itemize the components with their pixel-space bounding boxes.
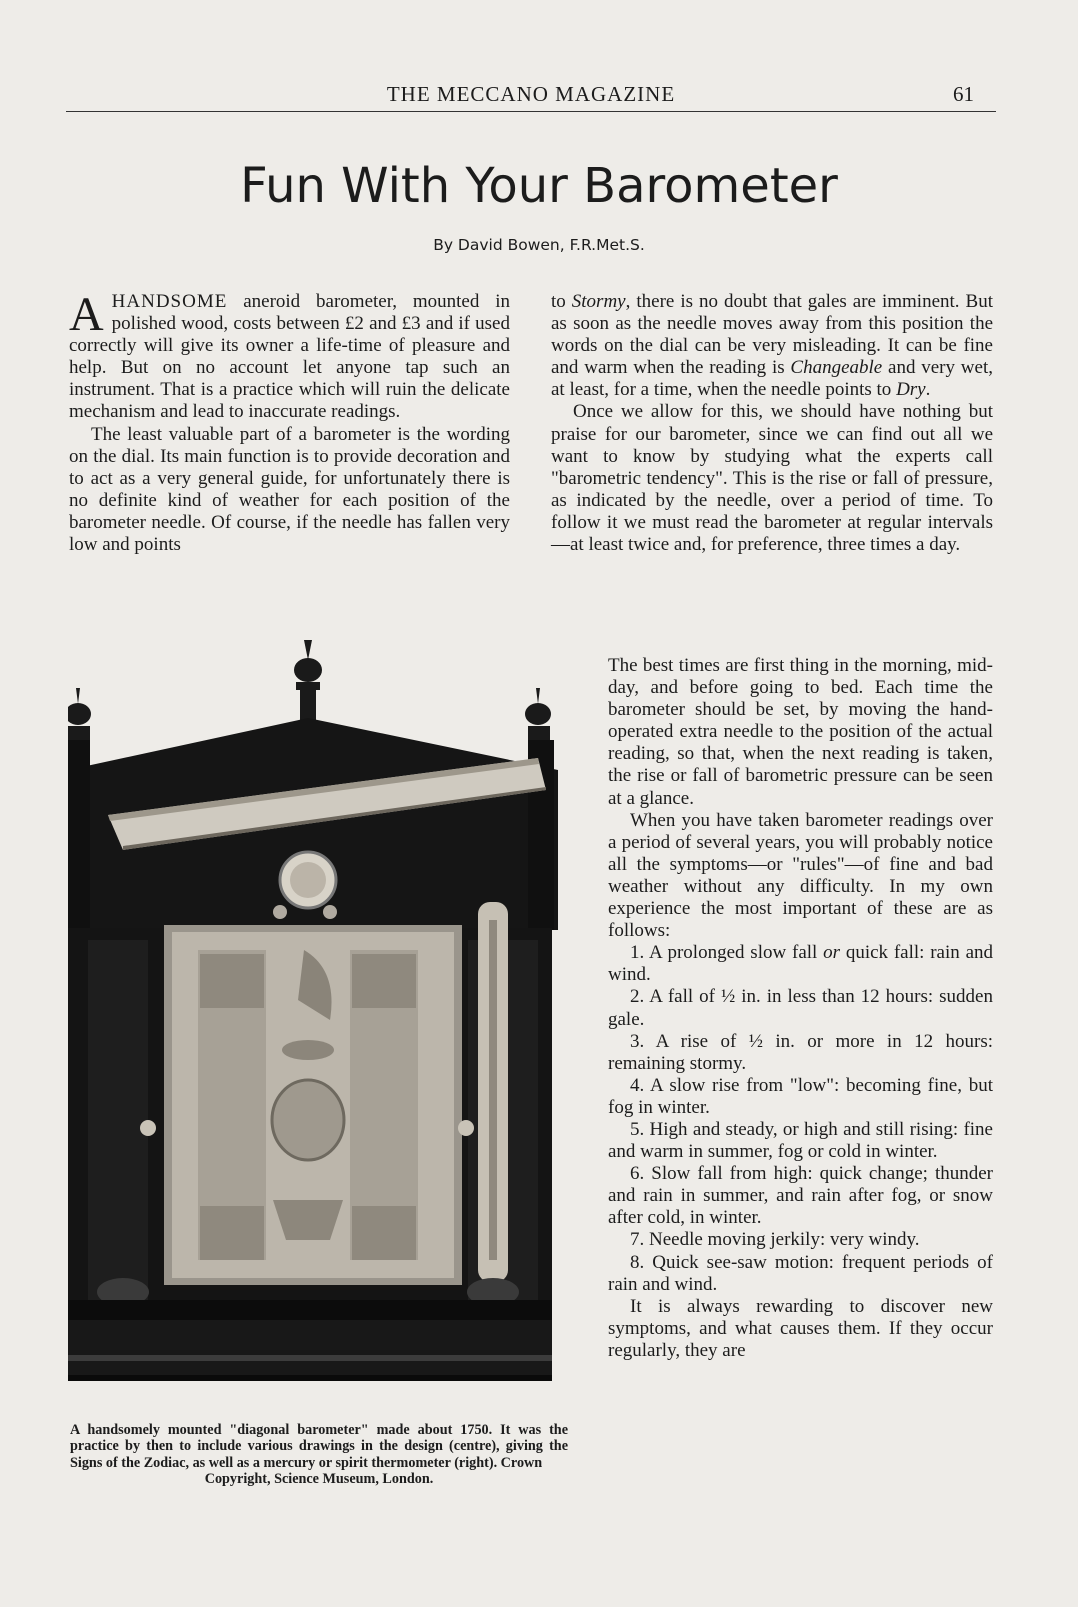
rule-item: 4. A slow rise from "low": becoming fine, but fog in winter. (608, 1074, 993, 1118)
article-title: Fun With Your Barometer (240, 158, 838, 214)
text-run: . (925, 379, 931, 401)
rule-item: 5. High and steady, or high and still rising: fine and warm in summer, fog or cold in winter. (608, 1118, 993, 1163)
rule-item: 2. A fall of ½ in. in less than 12 hours: sudden gale. (608, 986, 993, 1030)
intro-text: aneroid barometer, mounted in polished wood, costs between £2 and £3 and if used correctly will give its owner a life-time of pleasure and help. But on no account let anyone tap such an instrument. That is a practice which will ruin the delicate mechanism and lead to inaccurate readings. (69, 291, 510, 423)
paragraph: It is always rewarding to discover new symptoms, and what causes them. If they occur regularly, they are (608, 1295, 993, 1361)
paragraph (551, 291, 993, 401)
right-column-top (551, 291, 993, 556)
text-run: and very wet, at least, for a time, when the needle points to (551, 357, 993, 401)
text-run: to (551, 291, 572, 312)
dial-word-dry: Dry (896, 379, 926, 401)
rule-item: 7. Needle moving jerkily: very windy. (630, 1229, 920, 1251)
rule-item (608, 942, 993, 986)
page-number: 61 (953, 82, 974, 106)
drop-cap: A (69, 288, 104, 341)
paragraph: When you have taken barometer readings over a period of several years, you will probably notice all the symptoms—or "rules"—of fine and bad weather without any difficulty. In my own experience the most important of these are as follows: (608, 809, 993, 942)
paragraph: The best times are first thing in the morning, mid-day, and before going to bed. Each time the barometer should be set, by moving the hand-operated extra needle to the position of the actual reading, so that, when the next reading is taken, the rise or fall of barometric pressure can be seen at a glance. (608, 655, 993, 809)
left-column (69, 288, 510, 556)
text-run: , there is no doubt that gales are imminent. But as soon as the needle moves away from this position the words on the dial can be very misleading. It can be fine and warm when the reading is (551, 291, 993, 379)
rule-item: 3. A rise of ½ in. or more in 12 hours: remaining stormy. (608, 1030, 993, 1074)
figure-caption (70, 1422, 568, 1488)
right-column-narrow (608, 655, 993, 1362)
paragraph: The least valuable part of a barometer is the wording on the dial. Its main function is to provide decoration and to act as a very general guide, for unfortunately there is no definite kind of weather for each position of the barometer needle. Of course, if the needle has fallen very low and points (69, 423, 510, 556)
intro-smallcaps: HANDSOME (111, 291, 228, 312)
intro-paragraph (69, 288, 510, 424)
text-run: or (823, 942, 841, 964)
text-run: quick fall: rain and wind. (608, 942, 993, 986)
article-byline: By David Bowen, F.R.Met.S. (433, 236, 645, 254)
text-run: 1. A prolonged slow fall (630, 942, 824, 964)
caption-credit: Copyright, Science Museum, London. (204, 1471, 434, 1488)
running-head (66, 80, 996, 112)
dial-word-changeable: Changeable (790, 357, 883, 379)
caption-text: A handsomely mounted "diagonal barometer" made about 1750. It was the practice by then to include various drawings in the design (centre), giving the Signs of the Zodiac, as well as a mercury or spirit thermometer (right). Crown (70, 1422, 568, 1471)
rule-item: 6. Slow fall from high: quick change; thunder and rain in summer, and rain after fog, or snow after cold, in winter. (608, 1163, 993, 1229)
barometer-photo (68, 640, 572, 1410)
paragraph: Once we allow for this, we should have nothing but praise for our barometer, since we can find out all we want to know by studying what the experts call "barometric tendency". This is the rise or fall of pressure, as indicated by the needle, over a period of time. To follow it we must read the barometer at regular intervals—at least twice and, for preference, three times a day. (551, 401, 993, 556)
dial-word-stormy: Stormy (571, 291, 626, 312)
rules-list (608, 942, 993, 1296)
rule-item: 8. Quick see-saw motion: frequent periods of rain and wind. (608, 1251, 993, 1295)
magazine-title: THE MECCANO MAGAZINE (386, 82, 676, 106)
